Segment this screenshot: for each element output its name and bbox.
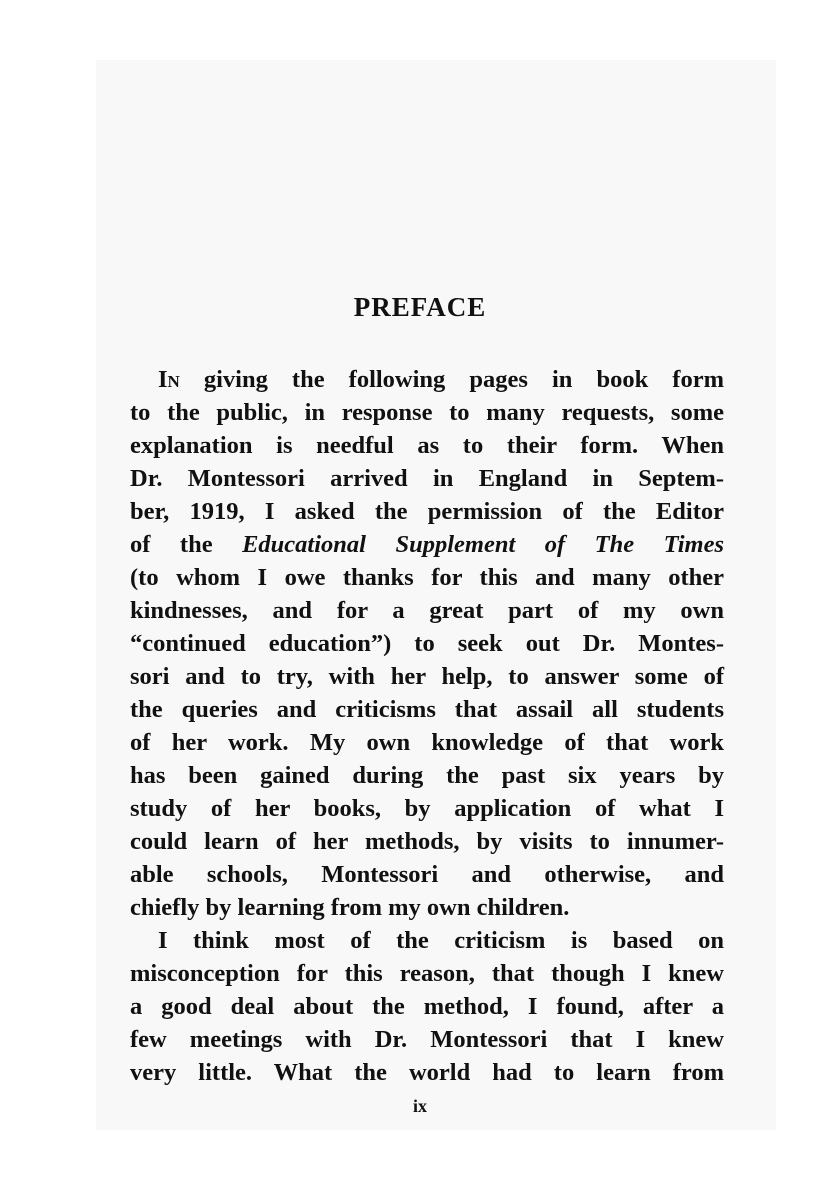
text-line: I think most of the criticism is based on xyxy=(158,927,724,954)
text-line: of her work. My own knowledge of that work xyxy=(130,729,724,756)
text-line: has been gained during the past six years by xyxy=(130,762,724,789)
text-line: “continued education”) to seek out Dr. Montes- xyxy=(130,630,724,657)
text-line: few meetings with Dr. Montessori that I knew xyxy=(130,1026,724,1053)
text-line: kindnesses, and for a great part of my own xyxy=(130,597,724,624)
text-line: the queries and criticisms that assail all students xyxy=(130,696,724,723)
text-line: able schools, Montessori and otherwise, and xyxy=(130,861,724,888)
text-line: sori and to try, with her help, to answer some of xyxy=(130,663,724,690)
text-line: (to whom I owe thanks for this and many other xyxy=(130,564,724,591)
text-line: Dr. Montessori arrived in England in Septem- xyxy=(130,465,724,492)
drop-word: In xyxy=(158,366,180,393)
italic-title: Educational Supplement of The Times xyxy=(242,531,724,558)
text-line: chiefly by learning from my own children. xyxy=(130,894,570,921)
text-line: could learn of her methods, by visits to innumer- xyxy=(130,828,724,855)
text-line: explanation is needful as to their form. When xyxy=(130,432,724,459)
text-line-prefix: of the xyxy=(130,531,243,558)
text-line xyxy=(130,363,724,396)
text-line: to the public, in response to many requests, some xyxy=(130,399,724,426)
body-text xyxy=(130,363,724,1089)
text-line-rest: giving the following pages in book form xyxy=(179,366,724,393)
paragraph-2 xyxy=(130,924,724,1089)
text-line: study of her books, by application of what I xyxy=(130,795,724,822)
text-line: very little. What the world had to learn from xyxy=(130,1059,724,1086)
text-line xyxy=(130,528,724,561)
text-line: a good deal about the method, I found, after a xyxy=(130,993,724,1020)
text-line: ber, 1919, I asked the permission of the Editor xyxy=(130,498,724,525)
paragraph-1 xyxy=(130,363,724,924)
page-number: ix xyxy=(412,1096,427,1116)
text-line: misconception for this reason, that though I knew xyxy=(130,960,724,987)
page-title: PREFACE xyxy=(353,292,487,322)
